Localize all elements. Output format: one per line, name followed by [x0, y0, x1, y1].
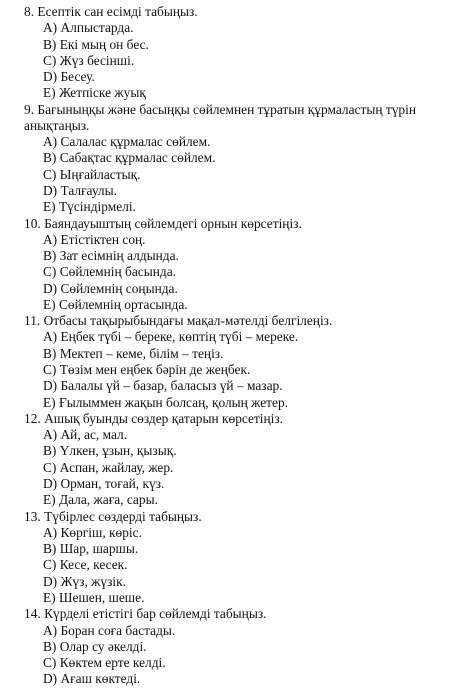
test-sheet [0, 4, 469, 688]
answer-option-b: В) Олар су әкелді. [43, 638, 147, 654]
answer-option-c: С) Сөйлемнің басында. [43, 264, 176, 280]
answer-option-d: D) Талғаулы. [43, 182, 117, 198]
answer-option-b: В) Мектеп – кеме, білім – теңіз. [43, 345, 224, 361]
question-9 [0, 102, 469, 216]
answer-option-c: С) Ыңғайластық. [43, 166, 141, 182]
answer-option-c: С) Кесе, кесек. [43, 557, 128, 573]
answer-option-a: А) Етістіктен соң. [43, 231, 146, 247]
answer-option-e: Е) Жетпіске жуық [43, 85, 146, 101]
question-title: 13. Түбірлес сөздерді табыңыз. [24, 508, 202, 524]
answer-option-a: А) Ай, ас, мал. [43, 427, 128, 443]
answer-option-c: С) Төзім мен еңбек бәрін де жеңбек. [43, 362, 251, 378]
answer-option-a: А) Боран соға бастады. [43, 622, 176, 638]
answer-options [0, 525, 469, 606]
answer-option-c: С) Аспан, жайлау, жер. [43, 459, 174, 475]
answer-options [0, 20, 469, 101]
answer-option-e: Е) Дала, жаға, сары. [43, 492, 158, 508]
answer-options [0, 232, 469, 313]
question-8 [0, 4, 469, 102]
answer-option-d: D) Сөйлемнің соңында. [43, 280, 178, 296]
question-title: 9. Бағыныңқы және басыңқы сөйлемнен тұратын құрмаластың түрін анықтаңыз. [24, 101, 416, 133]
answer-option-e: Е) Шешен, шеше. [43, 590, 145, 606]
question-title: 8. Есептік сан есімді табыңыз. [24, 4, 198, 19]
question-11 [0, 313, 469, 411]
answer-option-a: А) Алпыстарда. [43, 20, 134, 36]
answer-option-d: D) Балалы үй – базар, баласыз үй – мазар. [43, 378, 283, 394]
answer-option-c: С) Көктем ерте келді. [43, 655, 166, 671]
question-title: 11. Отбасы тақырыбындағы мақал-мәтелді белгілеңіз. [24, 313, 333, 329]
answer-option-d: D) Орман, тоғай, күз. [43, 476, 165, 492]
answer-option-b: В) Сабақтас құрмалас сөйлем. [43, 150, 216, 166]
answer-option-c: С) Жүз бесінші. [43, 52, 135, 68]
answer-option-e: Е) Түсіндірмелі. [43, 199, 136, 215]
question-title: 10. Баяндауыштың сөйлемдегі орнын көрсетіңіз. [24, 215, 302, 231]
answer-option-e: Е) Ғылыммен жақын болсаң, қолың жетер. [43, 394, 289, 410]
answer-option-d: D) Жүз, жүзік. [43, 573, 126, 589]
answer-options [0, 134, 469, 215]
answer-option-b: В) Екі мың он бес. [43, 36, 149, 52]
answer-option-a: А) Еңбек түбі – береке, көптің түбі – мереке. [43, 329, 299, 345]
question-13 [0, 509, 469, 607]
answer-option-d: D) Бесеу. [43, 69, 95, 85]
answer-option-e: Е) Сөйлемнің ортасында. [43, 296, 188, 312]
answer-options [0, 623, 469, 688]
answer-option-d: D) Ағаш көктеді. [43, 671, 141, 687]
answer-options [0, 427, 469, 508]
question-title: 14. Күрделі етістігі бар сөйлемді табыңыз. [24, 606, 267, 622]
answer-option-a: А) Салалас құрмалас сөйлем. [43, 134, 211, 150]
answer-options [0, 329, 469, 410]
question-10 [0, 216, 469, 314]
answer-option-b: В) Үлкен, ұзын, қызық. [43, 443, 177, 459]
answer-option-a: А) Көргіш, көріс. [43, 524, 142, 540]
question-12 [0, 411, 469, 509]
answer-option-b: В) Зат есімнің алдында. [43, 248, 179, 264]
answer-option-b: В) Шар, шаршы. [43, 541, 139, 557]
question-title: 12. Ашық буынды сөздер қатарын көрсетіңіз. [24, 410, 284, 426]
question-14 [0, 606, 469, 687]
